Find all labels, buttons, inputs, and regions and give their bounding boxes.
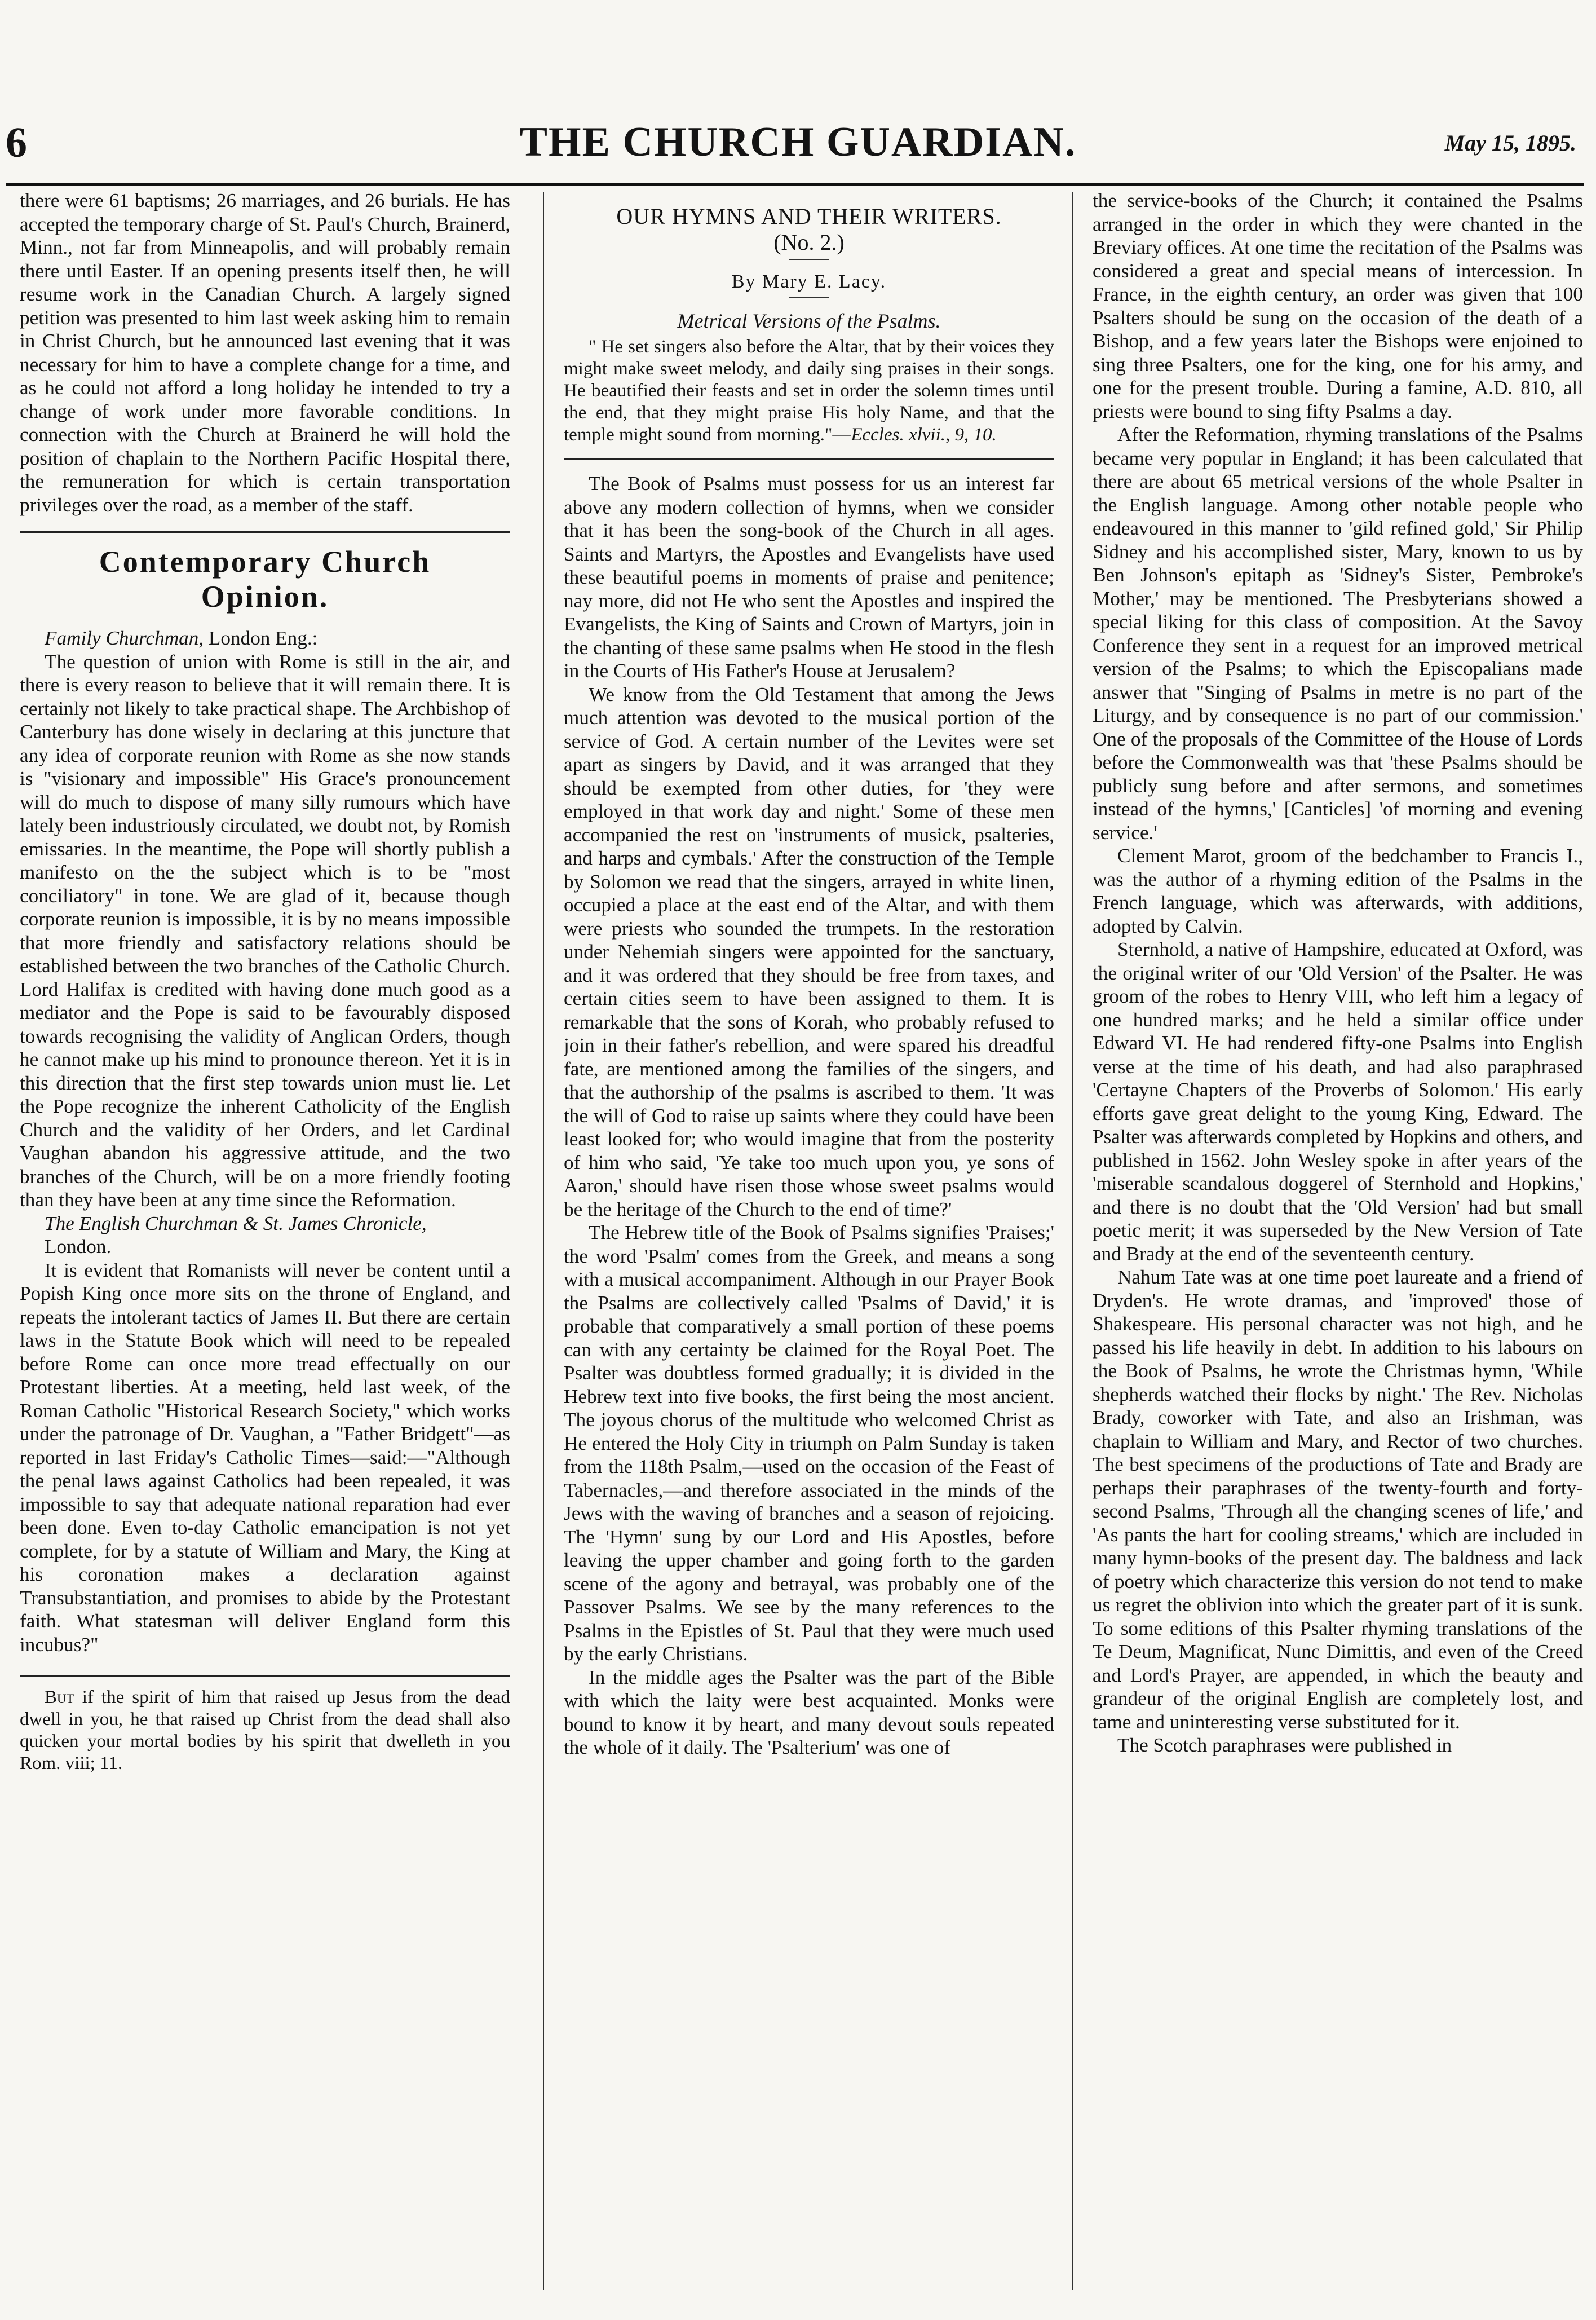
section-divider [20,1675,510,1677]
article-number: (No. 2.) [773,230,845,255]
page-number: 6 [6,119,27,166]
issue-date: May 15, 1895. [1444,130,1576,156]
epigraph [564,336,1054,446]
section-divider [20,531,510,533]
scripture-body: if the spirit of him that raised up Jesus from the dead dwell in you, he that raised up Christ from the dead shall also quicken your mortal bodies by his spirit that dwelleth in you Rom. viii; 11. [20,1687,510,1774]
section-heading [20,544,510,614]
scripture-lead: But [45,1687,74,1708]
article-paragraph: Nahum Tate was at one time poet laureate and a friend of Dryden's. He wrote dramas, and 'improved' those of Shakespeare. His personal character was not high, and he passed his life heavily in debt. In addition to his labours on the Book of Psalms, he wrote the Christmas hymn, 'While shepherds watched their flocks by night.' The Rev. Nicholas Brady, coworker with Tate, and also an Irishman, was chaplain to William and Mary, and Rector of two churches. The best specimens of the productions of Tate and Brady are perhaps their paraphrases of the twenty-fourth and forty-second Psalms, 'Through all the changing scenes of life,' and 'As pants the hart for cooling streams,' which are included in many hymn-books of the present day. The baldness and lack of poetry which characterize this version do not tend to make us regret the oblivion into which the greater part of it is sunk. To some editions of this Psalter rhyming translations of the Te Deum, Magnificat, Nunc Dimittis, and even of the Creed and Lord's Prayer, are appended, in which the beauty and grandeur of the original English are completely lost, and tame and uninteresting verse substituted for it. [1093,1266,1583,1733]
column-rule [543,192,544,2290]
article-paragraph: In the middle ages the Psalter was the part of the Bible with which the laity were best acquainted. Monks were bound to know it by heart, and many devout souls repeated the whole of it daily. The 'Psalterium' was one of [564,1666,1054,1758]
source-name: The English Churchman & St. James Chronicle, [45,1212,427,1234]
masthead-rule [6,183,1584,186]
article-paragraph: there were 61 baptisms; 26 marriages, and 26 burials. He has accepted the temporary charge of St. Paul's Church, Brainerd, Minn., not far from Minneapolis, and will probably remain there until Easter. If an opening presents itself then, he will resume work in the Canadian Church. A largely signed petition was presented to him last week asking him to remain in Christ Church, but he announced last evening that it was necessary for him to have a complete change for a time, and as he could not afford a long holiday he intended to try a change of work under more favorable conditions. In connection with the Church at Brainerd he will hold the position of chaplain to the Northern Pacific Hospital there, the remuneration for which is certain transportation privileges over the road, as a member of the staff. [20,189,510,516]
article-paragraph: The Hebrew title of the Book of Psalms signifies 'Praises;' the word 'Psalm' comes from the Greek, and means a song with a musical accompaniment. Although in our Prayer Book the Psalms are collectively called 'Psalms of David,' it is probable that comparatively a small portion of these poems can with any certainty be claimed for the Royal Poet. The Psalter was doubtless formed gradually; it is divided in the Hebrew text into five books, the first being the most ancient. The joyous chorus of the multitude who welcomed Christ as He entered the Holy City in triumph on Palm Sunday is taken from the 118th Psalm,—used on the occasion of the Feast of Tabernacles,—and therefore associated in the minds of the Jews with the waving of branches and a season of rejoicing. The 'Hymn' sung by our Lord and His Apostles, before leaving the upper chamber and going forth to the garden scene of the agony and betrayal, was probably one of the Passover Psalms. We see by the many references to the Psalms in the Epistles of St. Paul that they were much used by the early Christians. [564,1221,1054,1665]
article-paragraph: It is evident that Romanists will never be content until a Popish King once more sits on the throne of England, and repeats the intolerant tactics of James II. But there are certain laws in the Statute Book which will need to be repealed before Rome can once more tread effectually on our Protestant liberties. At a meeting, held last week, of the Roman Catholic "Historical Research Society," which works under the patronage of Dr. Vaughan, a "Father Bridgett"—as reported in last Friday's Catholic Times—said:—"Although the penal laws against Catholics had been repealed, it was impossible to say that adequate national reparation had ever been done. Even to-day Catholic emancipation is not yet complete, for by a statute of William and Mary, the King at his coronation makes a declaration against Transubstantiation, and promises to abide by the Protestant faith. What statesman will deliver England form this incubus?" [20,1259,510,1656]
scripture-verse [20,1687,510,1775]
column-rule [1072,192,1073,2290]
article-paragraph: Clement Marot, groom of the bedchamber to Francis I., was the author of a rhyming edition of the Psalms in the French language, which was afterwards, with additions, adopted by Calvin. [1093,845,1583,937]
masthead [0,118,1596,180]
column-2 [564,189,1054,2292]
section-divider [564,458,1054,460]
epigraph-text: " He set singers also before the Altar, that by their voices they might make sweet melody, and daily sing praises in their songs. He beautified their feasts and set in order the solemn times until the end, that they might praise His holy Name, and that the temple might sound from morning."— [564,337,1054,445]
source-attribution [20,627,510,650]
article-paragraph: the service-books of the Church; it contained the Psalms arranged in the order in which they were chanted in the Breviary offices. At one time the recitation of the Psalms was considered a great and special means of intercession. In France, in the eighth century, an order was given that 100 Psalters should be sung on the occasion of the death of a Bishop, and a few years later the Bishops were enjoined to sing three Psalters, one for the king, one for his army, and one for the present trouble. During a famine, A.D. 810, all priests were bound to sing fifty Psalms a day. [1093,189,1583,422]
article-paragraph: The Scotch paraphrases were published in [1117,1734,1452,1756]
source-name: Family Churchman, [45,627,204,649]
source-place: London Eng.: [204,627,318,649]
source-attribution [20,1212,510,1259]
byline: By Mary E. Lacy. [731,271,887,292]
article-paragraph: The question of union with Rome is still in the air, and there is every reason to believe that it will remain there. It is certainly not likely to take practical shape. The Archbishop of Canterbury has done wisely in declaring at this juncture that any idea of corporate reunion with Rome as she now stands is "visionary and impossible" His Grace's pronouncement will do much to dispose of many silly rumours which have lately been industriously circulated, we doubt not, by Romish emissaries. In the meantime, the Pope will shortly publish a manifesto on the the subject which is to be "most conciliatory" in tone. We are glad of it, because though corporate reunion is impossible, it is by no means impossible that more friendly and satisfactory relations should be established between the two branches of the Catholic Church. Lord Halifax is credited with having done much good as a mediator and the Pope is said to be favourably disposed towards recognising the validity of Anglican Orders, though he cannot make up his mind to pronounce thereon. Yet it is in this direction that the first step towards union must lie. Let the Pope recognize the inherent Catholicity of the English Church and the validity of her Orders, and let Cardinal Vaughan abandon his aggressive attitude, and the two branches of the Church, will be on a more friendly footing than they have been at any time since the Reformation. [20,650,510,1211]
subheading: Metrical Versions of the Psalms. [677,309,941,332]
section-heading-line: Opinion. [201,580,329,614]
column-3 [1093,189,1583,2292]
article-paragraph: We know from the Old Testament that among the Jews much attention was devoted to the musical portion of the service of God. A certain number of the Levites were set apart as singers by David, and it was arranged that they should be exempted from other duties, for 'they were employed in that work day and night.' Some of these men accompanied the rest on 'instruments of musick, psalteries, and harps and cymbals.' After the construction of the Temple by Solomon we read that the singers, arrayed in white linen, occupied a place at the east end of the Altar, and with them were priests who sounded the trumpets. In the restoration under Nehemiah singers were appointed for the sanctuary, and it was ordered that they should be free from taxes, and certain cities seem to have been assigned to them. It is remarkable that the sons of Korah, who probably refused to join in their father's rebellion, and were spared his dreadful fate, are mentioned among the families of the singers, and that the authorship of the psalms is ascribed to them. 'It was the will of God to raise up saints where they could have been least looked for; who would imagine that from the posterity of him who said, 'Ye take too much upon you, ye sons of Aaron,' should have risen those whose sweet psalms would be the heritage of the Church to the end of time?' [564,683,1054,1220]
newspaper-title: THE CHURCH GUARDIAN. [519,119,1077,165]
article-paragraph: Sternhold, a native of Hampshire, educated at Oxford, was the original writer of our 'Old Version' of the Psalter. He was groom of the robes to Henry VIII, who left him a legacy of one hundred marks; and he held a similar office under Edward VI. He had rendered fifty-one Psalms into English verse at the time of his death, and had also paraphrased 'Certayne Chapters of the Proverbs of Solomon.' His early efforts gave great delight to the young King, Edward. The Psalter was afterwards completed by Hopkins and others, and published in 1562. John Wesley spoke in after years of the 'miserable scandalous doggerel of Sternhold and Hopkins,' and there is no doubt that the 'Old Version' had but small poetic merit; it was superseded by the New Version of Tate and Brady at the end of the seventeenth century. [1093,938,1583,1265]
epigraph-citation: Eccles. xlvii., 9, 10. [851,425,997,445]
article-paragraph: After the Reformation, rhyming translations of the Psalms became very popular in England; it has been calculated that there are about 65 metrical versions of the whole Psalter in the English language. Among other notable people who endeavoured in this manner to 'gild refined gold,' Sir Philip Sidney and his accomplished sister, Mary, known to us by Ben Johnson's epitaph as 'Sidney's Sister, Pembroke's Mother,' may be mentioned. The Presbyterians showed a special liking for this class of composition. At the Savoy Conference they sent in a request for an improved metrical version of the Psalms; to which the Episcopalians made answer that "Singing of Psalms in metre is no part of the Liturgy, and by consequence is no part of our commission.' One of the proposals of the Committee of the House of Lords before the Commonwealth was that 'these Psalms should be publicly sung before and after sermons, and sometimes instead of the hymns,' [Canticles] 'of morning and evening service.' [1093,424,1583,844]
source-place: London. [45,1236,112,1258]
short-rule [789,259,829,260]
article-paragraph: The Book of Psalms must possess for us an interest far above any modern collection of hymns, when we consider that it has been the song-book of the Church in all ages. Saints and Martyrs, the Apostles and Evangelists have used these beautiful poems in moments of praise and penitence; nay more, did not He who sent the Apostles and inspired the Evangelists, the King of Saints and Crown of Martyrs, join in the chanting of these same psalms when He stood in the flesh in the Courts of His Father's House at Jerusalem? [564,473,1054,682]
short-rule [789,297,829,298]
article-title: OUR HYMNS AND THEIR WRITERS. [616,204,1002,229]
column-1 [20,189,510,2292]
section-heading-line: Contemporary Church [99,545,431,579]
